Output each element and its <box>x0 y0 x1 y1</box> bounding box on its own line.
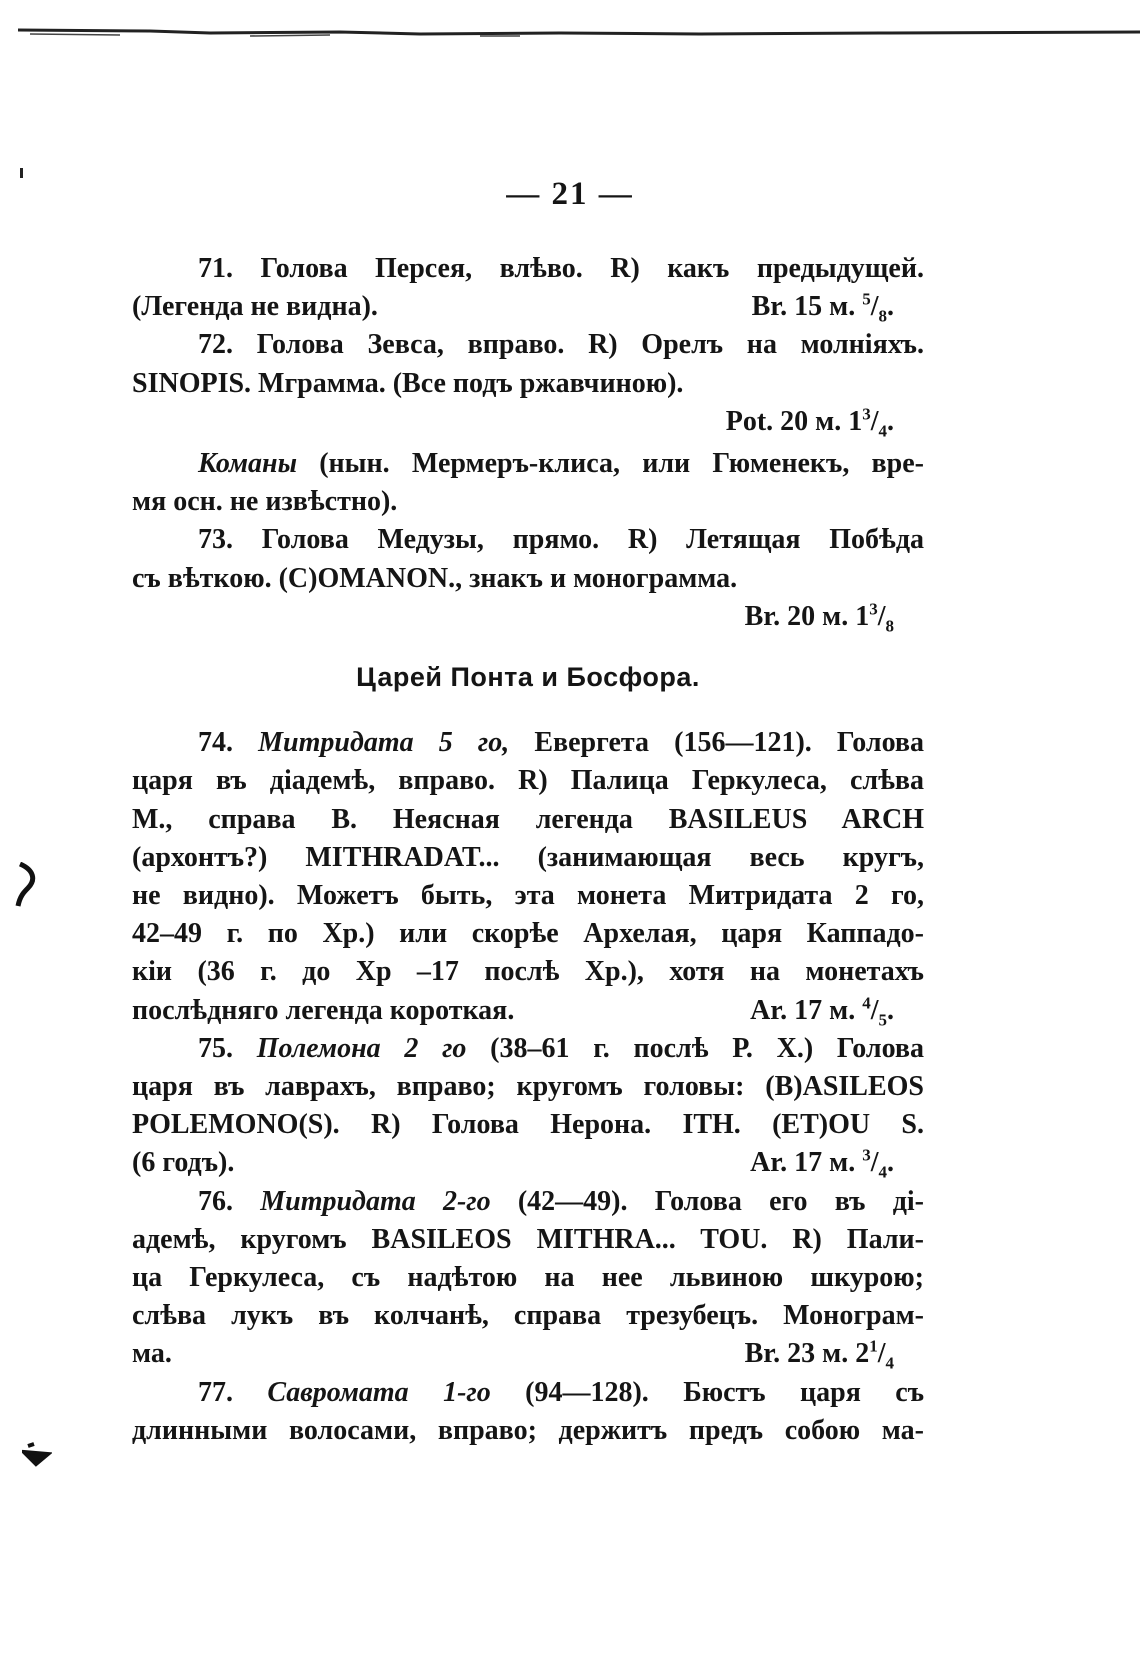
entry-76-line-2: адемѣ, кругомъ BASILEOS MITHRA... TOU. R) Пали- <box>132 1223 924 1255</box>
fraction-numerator: 3 <box>862 404 871 424</box>
entry-75-line-1: 75. Полемона 2 го (38–61 г. послѣ Р. X.) Голова <box>198 1032 925 1064</box>
entry-74-line-2: царя въ діадемѣ, вправо. R) Палица Геркулеса, слѣва <box>132 765 924 797</box>
margin-mark <box>14 862 40 908</box>
entry-72-line-2: SINOPIS. Мграмма. (Все подъ ржавчиною). <box>132 367 684 399</box>
entry-73-measure: Br. 20 м. $1^3/_8$ <box>744 599 894 636</box>
entry-73-line-1: 73. Голова Медузы, прямо. R) Летящая Побѣда <box>198 524 924 556</box>
entry-71-line-2 <box>132 288 924 326</box>
entry-75-line-4: (6 годъ). Ar. 17 м. $^3/_4$. <box>132 1144 924 1182</box>
ruler-name: Митридата 2-го <box>260 1185 491 1217</box>
entry-77-line-1: 77. Савромата 1-го (94—128). Бюстъ царя съ <box>198 1376 925 1408</box>
entry-74-measure: Ar. 17 м. $^4/_5$. <box>750 993 894 1030</box>
fraction-denominator: 4 <box>878 1163 887 1183</box>
ruler-name: Полемона 2 го <box>256 1032 467 1064</box>
entry-71-line-1: 71. Голова Персея, влѣво. R) какъ предыдущей. <box>198 253 924 284</box>
fraction-denominator: 5 <box>878 1010 887 1030</box>
comana-line-2: мя осн. не извѣстно). <box>132 486 398 518</box>
entry-75-line-3: POLEMONO(S). R) Голова Нерона. ITH. (ET)OU S. <box>132 1109 924 1141</box>
margin-blot <box>22 1440 52 1468</box>
fraction-denominator: 8 <box>878 306 887 326</box>
fraction-denominator: 4 <box>878 421 887 441</box>
fraction-numerator: 3 <box>869 599 878 619</box>
entry-72-line-1: 72. Голова Зевса, вправо. R) Орелъ на молніяхъ. <box>198 329 924 361</box>
entry-71-measure: Br. 15 м. $^5/_8$. <box>751 289 894 326</box>
entry-74-line-8: послѣдняго легенда короткая. Ar. 17 м. $^4/_5$. <box>132 992 924 1030</box>
fraction-denominator: 8 <box>885 616 894 636</box>
entry-74-line-7: кіи (36 г. до Хр –17 послѣ Хр.), хотя на монетахъ <box>132 956 924 988</box>
comana-heading: Команы (нын. Мермеръ-клиса, или Гюменекъ, вре- <box>198 448 924 480</box>
entry-75-line-2: царя въ лаврахъ, вправо; кругомъ головы: (B)ASILEOS <box>132 1071 924 1103</box>
entry-74-line-3: М., справа В. Неясная легенда BASILEUS ARCH <box>132 803 924 835</box>
fraction-numerator: 3 <box>862 1146 871 1166</box>
page-number: — 21 — <box>506 176 634 212</box>
entry-76-line-4: слѣва лукъ въ колчанѣ, справа трезубецъ. Монограм- <box>132 1300 924 1332</box>
fraction-numerator: 1 <box>869 1337 878 1357</box>
entry-71-text: (Легенда не видна). <box>132 291 378 323</box>
entry-72-measure: Pot. 20 м. $1^3/_4$. <box>725 404 894 441</box>
entry-74-line-6: 42–49 г. по Хр.) или скорѣе Архелая, царя Каппадо- <box>132 918 924 950</box>
section-heading: Царей Понта и Босфора. <box>356 662 700 693</box>
entry-76-line-5: ма. Br. 23 м. $2^1/_4$ <box>132 1335 924 1373</box>
entry-74-line-1: 74. Митридата 5 го, Евергета (156—121). Голова <box>198 727 925 759</box>
scan-edge-line <box>0 24 1140 38</box>
entry-77-line-2: длинными волосами, вправо; держитъ предъ собою ма- <box>132 1414 924 1446</box>
entry-74-line-4: (архонтъ?) MITHRADAT... (занимающая весь кругъ, <box>132 841 924 873</box>
entry-76-measure: Br. 23 м. $2^1/_4$ <box>744 1337 894 1374</box>
city-name: Команы <box>198 448 298 480</box>
entry-75-measure: Ar. 17 м. $^3/_4$. <box>750 1146 894 1183</box>
ruler-name: Митридата 5 го, <box>258 727 510 759</box>
page-body <box>132 250 924 1450</box>
fraction-denominator: 4 <box>885 1354 894 1374</box>
entry-76-line-1: 76. Митридата 2-го (42—49). Голова его въ ді- <box>198 1185 925 1217</box>
entry-73-line-2: съ вѣткою. (C)OMANON., знакъ и монограмма. <box>132 562 738 594</box>
entry-74-line-5: не видно). Можетъ быть, эта монета Митридата 2 го, <box>132 880 924 912</box>
fraction-numerator: 5 <box>862 289 871 309</box>
entry-76-line-3: ца Геркулеса, съ надѣтою на нее львиною шкурою; <box>132 1262 924 1294</box>
fraction-numerator: 4 <box>862 993 871 1013</box>
ruler-name: Савромата 1-го <box>267 1376 491 1408</box>
